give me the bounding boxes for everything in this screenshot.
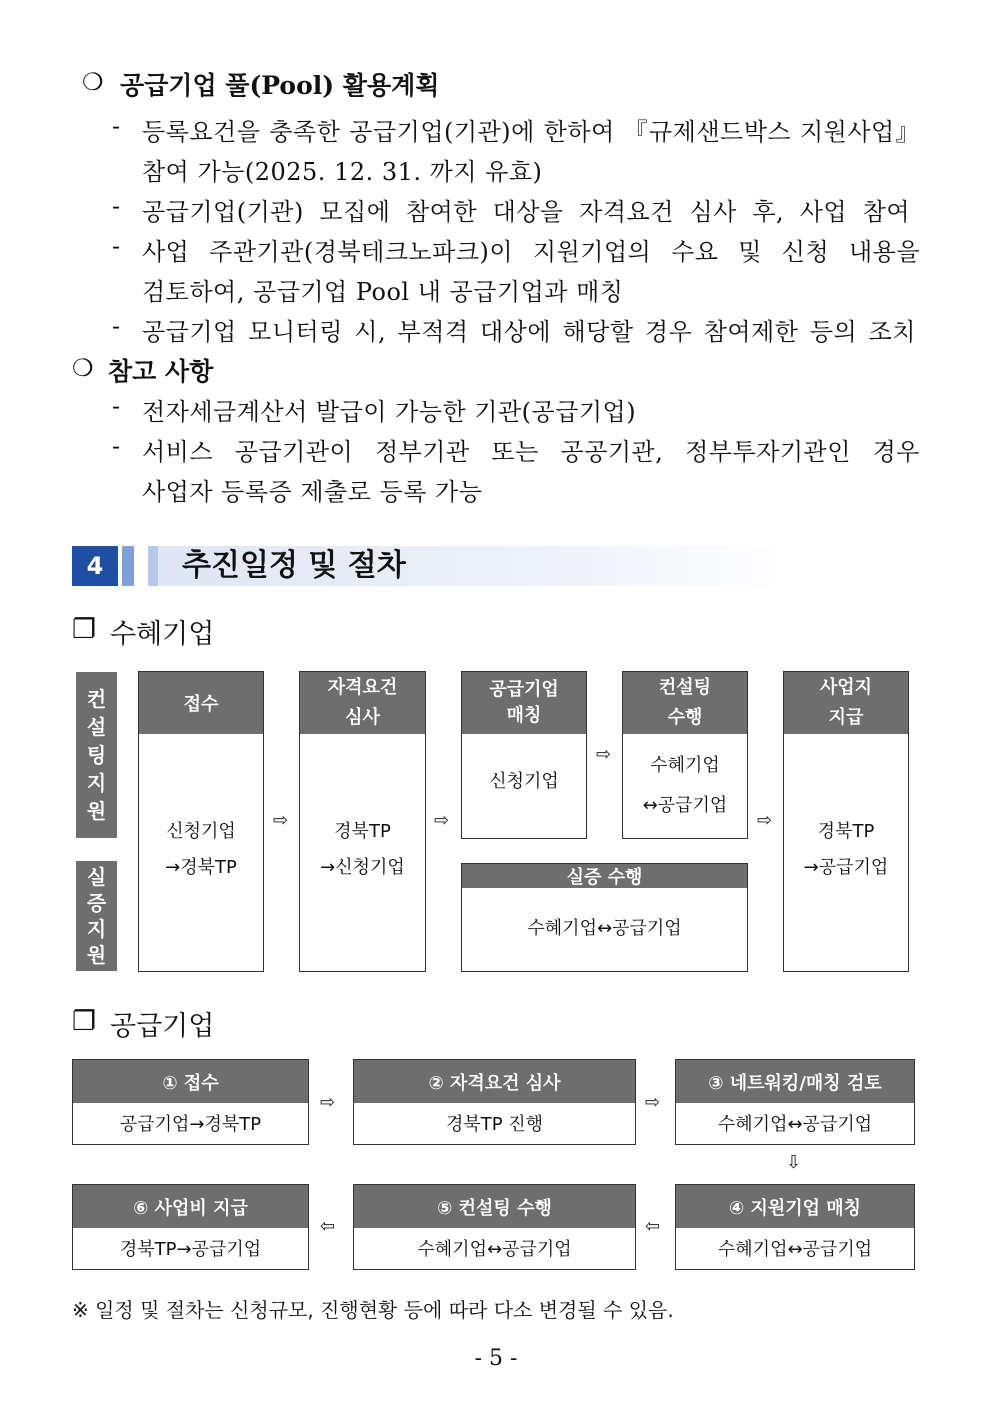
- pool-item-4-line-1: 공급기업 모니터링 시, 부적격 대상에 해당할 경우 참여제한 등의 조치: [142, 318, 916, 346]
- pool-item-3-dash: -: [112, 232, 121, 260]
- right-arrow-icon: ⇨: [320, 1092, 336, 1113]
- pool-item-1-line-1: 등록요건을 충족한 공급기업(기관)에 한하여 『규제샌드박스 지원사업』: [142, 118, 920, 146]
- step-header: 컨설팅 수행: [623, 672, 747, 734]
- notes-item-1-dash: -: [112, 392, 121, 420]
- page-number: - 5 -: [474, 1346, 518, 1371]
- supplier-step-2: [353, 1059, 636, 1145]
- notes-section-title: 참고 사항: [108, 357, 214, 386]
- square-bullet-icon: ❐: [72, 1006, 97, 1037]
- step-body-line: 수혜기업↔공급기업: [527, 918, 682, 939]
- step-header: ② 자격요건 심사: [354, 1060, 635, 1103]
- step-body-line: →신청기업: [320, 857, 405, 878]
- step-header: 공급기업 매칭: [462, 672, 586, 734]
- step-body: 수혜기업↔공급기업: [717, 1114, 873, 1135]
- pool-item-3-line-2: 검토하여, 공급기업 Pool 내 공급기업과 매칭: [142, 278, 624, 306]
- step-body-line: 신청기업: [489, 771, 559, 792]
- supplier-step-3: [675, 1059, 915, 1145]
- step-body: 경북TP 진행: [445, 1114, 544, 1135]
- consulting-support-label: 컨 설 팅 지 원: [76, 672, 117, 838]
- right-arrow-icon: ⇨: [434, 810, 450, 831]
- square-bullet-icon: ❐: [72, 614, 97, 645]
- supplier-step-5: [353, 1184, 636, 1270]
- step-body-line: ↔공급기업: [642, 795, 728, 816]
- pool-item-1-line-2: 참여 가능(2025. 12. 31. 까지 유효): [142, 158, 543, 186]
- pool-item-4-dash: -: [112, 312, 121, 340]
- step-body: 경북TP→공급기업: [119, 1239, 262, 1260]
- left-arrow-icon: ⇦: [320, 1216, 336, 1237]
- demo-support-label: 실 증 지 원: [76, 861, 117, 971]
- right-arrow-icon: ⇨: [596, 744, 612, 765]
- supplier-subtitle: 공급기업: [110, 1011, 215, 1042]
- step-header: 자격요건 심사: [300, 672, 425, 734]
- step-header: ⑤ 컨설팅 수행: [354, 1185, 635, 1228]
- left-arrow-icon: ⇦: [645, 1216, 661, 1237]
- notes-item-1-line-1: 전자세금계산서 발급이 가능한 기관(공급기업): [142, 398, 637, 426]
- beneficiary-demo-step: [461, 863, 748, 972]
- supplier-step-4: [675, 1184, 915, 1270]
- beneficiary-step-consulting: [622, 671, 748, 839]
- pool-item-1-dash: -: [112, 112, 121, 140]
- step-body-line: 수혜기업: [650, 755, 720, 776]
- step-body-line: →공급기업: [803, 857, 889, 878]
- beneficiary-step-eligibility: [299, 671, 426, 972]
- step-header: 접수: [139, 672, 263, 734]
- step-body-line: 신청기업: [166, 821, 236, 842]
- section-number-badge: 4: [72, 546, 118, 586]
- notes-item-2-line-1: 서비스 공급기관이 정부기관 또는 공공기관, 정부투자기관인 경우: [142, 438, 920, 466]
- supplier-step-1: [72, 1059, 309, 1145]
- step-header: ⑥ 사업비 지급: [73, 1185, 308, 1228]
- beneficiary-step-receipt: [138, 671, 264, 972]
- step-header: ④ 지원기업 매칭: [676, 1185, 914, 1228]
- step-body: 수혜기업↔공급기업: [717, 1239, 873, 1260]
- step-body: 수혜기업↔공급기업: [417, 1239, 572, 1260]
- schedule-footnote: ※ 일정 및 절차는 신청규모, 진행현황 등에 따라 다소 변경될 수 있음.: [72, 1298, 674, 1322]
- notes-item-2-dash: -: [112, 432, 121, 460]
- pool-item-3-line-1: 사업 주관기관(경북테크노파크)이 지원기업의 수요 및 신청 내용을: [142, 238, 920, 266]
- circle-bullet-icon: ❍: [72, 354, 94, 382]
- step-header: ③ 네트워킹/매칭 검토: [676, 1060, 914, 1103]
- section-title: 추진일정 및 절차: [182, 548, 406, 583]
- step-body-line: 경북TP: [817, 821, 875, 842]
- right-arrow-icon: ⇨: [273, 810, 289, 831]
- supplier-step-6: [72, 1184, 309, 1270]
- right-arrow-icon: ⇨: [757, 810, 773, 831]
- step-header: 사업지 지급: [784, 672, 908, 734]
- pool-section-title: 공급기업 풀(Pool) 활용계획: [120, 71, 440, 100]
- beneficiary-step-payment: [783, 671, 909, 972]
- pool-item-2-dash: -: [112, 192, 121, 220]
- down-arrow-icon: ⇩: [786, 1152, 802, 1173]
- notes-item-2-line-2: 사업자 등록증 제출로 등록 가능: [142, 478, 483, 506]
- step-body-line: 경북TP: [334, 821, 391, 842]
- step-body: 공급기업→경북TP: [119, 1114, 262, 1135]
- circle-bullet-icon: ❍: [82, 68, 104, 96]
- beneficiary-subtitle: 수혜기업: [110, 619, 215, 650]
- step-body-line: →경북TP: [165, 857, 237, 878]
- banner-stripe: [122, 546, 134, 586]
- step-header: ① 접수: [73, 1060, 308, 1103]
- banner-stripe: [148, 546, 158, 586]
- pool-item-2-line-1: 공급기업(기관) 모집에 참여한 대상을 자격요건 심사 후, 사업 참여: [142, 198, 910, 226]
- right-arrow-icon: ⇨: [645, 1092, 661, 1113]
- beneficiary-step-matching: [461, 671, 587, 839]
- step-header: 실증 수행: [462, 864, 747, 888]
